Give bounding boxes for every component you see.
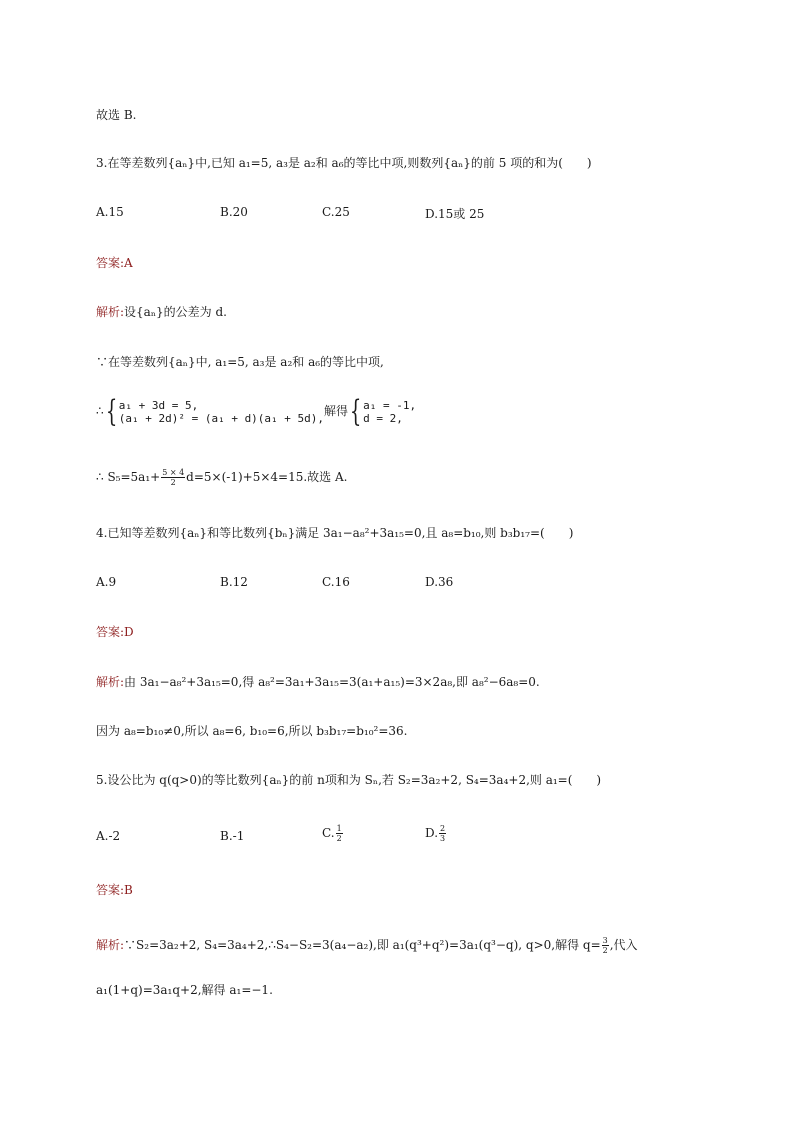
q5-option-d-label: D. (425, 826, 439, 840)
q5-step1: a₁(1+q)=3a₁q+2,解得 a₁=−1. (96, 983, 273, 997)
q3-option-b: B.20 (220, 205, 248, 219)
q4-answer: 答案:D (96, 625, 134, 639)
q4-analysis-text: 由 3a₁−a₈²+3a₁₅=0,得 a₈²=3a₁+3a₁₅=3(a₁+a₁₅)=3×2a₈,即 a₈²−6a₈=0. (124, 675, 540, 689)
q3-answer: 答案:A (96, 256, 133, 270)
fraction-denominator: 3 (440, 834, 446, 843)
left-brace-icon: { (105, 393, 117, 429)
fraction-denominator: 2 (170, 478, 176, 487)
q4-analysis-label: 解析: (96, 675, 125, 689)
fraction-numerator: 2 (440, 824, 446, 833)
q3-stem: 3.在等差数列{aₙ}中,已知 a₁=5, a₃是 a₂和 a₆的等比中项,则数列{aₙ}的前 5 项的和为( ) (96, 156, 592, 170)
solve-label: 解得 (324, 404, 349, 418)
solution-2: d = 2, (363, 411, 403, 425)
q5-analysis-tail: ,代入 (609, 938, 638, 952)
q3-system (96, 393, 417, 429)
fraction (161, 468, 185, 487)
q4-option-b: B.12 (220, 575, 248, 589)
q3-step3 (96, 466, 347, 488)
q4-step1: 因为 a₈=b₁₀≠0,所以 a₈=6, b₁₀=6,所以 b₃b₁₇=b₁₀²=36. (96, 724, 408, 738)
intro-line: 故选 B. (96, 108, 137, 122)
therefore-symbol: ∴ (96, 404, 104, 418)
q3-analysis-text: 设{aₙ}的公差为 d. (124, 305, 227, 319)
q3-analysis-label: 解析: (96, 305, 125, 319)
fraction-denominator: 2 (602, 946, 608, 955)
q4-stem: 4.已知等差数列{aₙ}和等比数列{bₙ}满足 3a₁−a₈²+3a₁₅=0,且 a₈=b₁₀,则 b₃b₁₇=( ) (96, 526, 574, 540)
q4-option-d: D.36 (425, 575, 454, 589)
left-brace-icon: { (349, 393, 362, 429)
q4-analysis (96, 674, 540, 690)
q5-analysis-text: ∵S₂=3a₂+2, S₄=3a₄+2,∴S₄−S₂=3(a₄−a₂),即 a₁(q³+q²)=3a₁(q³−q), q>0,解得 q= (124, 938, 601, 952)
q5-option-d (425, 822, 447, 844)
q4-option-a: A.9 (96, 575, 117, 589)
q5-option-c (322, 822, 344, 844)
q3-option-c: C.25 (322, 205, 350, 219)
q5-stem: 5.设公比为 q(q>0)的等比数列{aₙ}的前 n项和为 Sₙ,若 S₂=3a₂+2, S₄=3a₄+2,则 a₁=( ) (96, 773, 602, 787)
solution-system (363, 399, 416, 425)
q3-step3-a: ∴ S₅=5a₁+ (96, 470, 161, 484)
equation-1: a₁ + 3d = 5, (118, 398, 199, 412)
q5-option-c-label: C. (322, 826, 335, 840)
q3-option-d: D.15或 25 (425, 207, 485, 221)
q3-option-a: A.15 (96, 205, 124, 219)
fraction-denominator: 2 (336, 834, 342, 843)
q3-step3-b: d=5×(-1)+5×4=15.故选 A. (186, 470, 348, 484)
fraction-numerator: 1 (336, 824, 342, 833)
q5-analysis-label: 解析: (96, 938, 125, 952)
equation-2: (a₁ + 2d)² = (a₁ + d)(a₁ + 5d), (118, 411, 325, 425)
q5-option-b: B.-1 (220, 829, 245, 843)
q5-analysis (96, 934, 638, 956)
q5-option-a: A.-2 (96, 829, 121, 843)
equation-system (119, 399, 324, 425)
q5-answer: 答案:B (96, 883, 133, 897)
fraction (336, 824, 343, 843)
fraction (439, 824, 446, 843)
fraction-numerator: 3 (602, 936, 608, 945)
q3-step1: ∵在等差数列{aₙ}中, a₁=5, a₃是 a₂和 a₆的等比中项, (96, 355, 384, 369)
q3-analysis (96, 304, 227, 320)
q4-option-c: C.16 (322, 575, 350, 589)
fraction (602, 936, 609, 955)
solution-1: a₁ = -1, (363, 398, 417, 412)
fraction-numerator: 5 × 4 (162, 468, 185, 477)
